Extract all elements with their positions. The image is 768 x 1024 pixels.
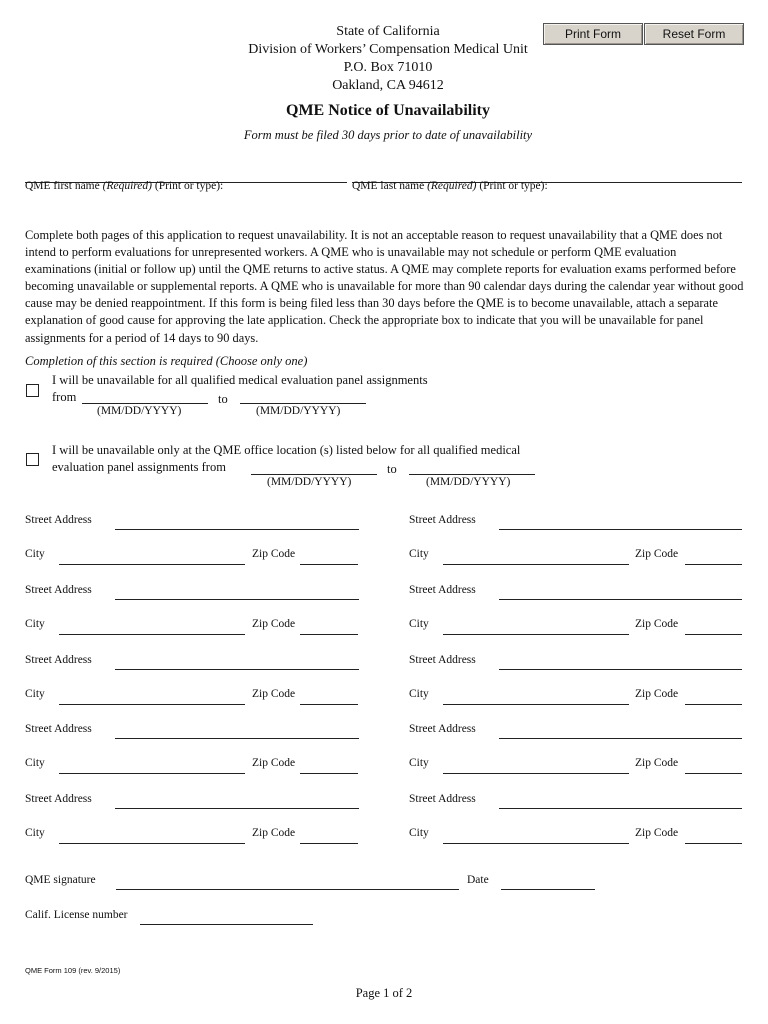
street-address-label: Street Address <box>25 654 92 666</box>
street-address-label: Street Address <box>409 793 476 805</box>
zip-code-label: Zip Code <box>635 618 679 630</box>
header-po-box: P.O. Box 71010 <box>343 60 433 75</box>
zip-code-field-right-4[interactable] <box>685 773 742 774</box>
zip-code-field-right-2[interactable] <box>685 634 742 635</box>
form-title: QME Notice of Unavailability <box>286 102 490 119</box>
street-address-field-left-3[interactable] <box>115 669 359 670</box>
city-field-left-1[interactable] <box>59 564 245 565</box>
option2-from-date-field[interactable] <box>251 474 377 475</box>
city-field-right-1[interactable] <box>443 564 629 565</box>
zip-code-label: Zip Code <box>635 757 679 769</box>
city-label: City <box>409 827 429 839</box>
zip-code-field-left-4[interactable] <box>300 773 358 774</box>
reset-form-button[interactable]: Reset Form <box>644 23 744 45</box>
form-id: QME Form 109 (rev. 9/2015) <box>25 966 121 975</box>
option1-from-date-hint: (MM/DD/YYYY) <box>97 405 182 417</box>
street-address-field-right-3[interactable] <box>499 669 742 670</box>
option-all-assignments-checkbox[interactable] <box>26 384 39 397</box>
zip-code-field-left-2[interactable] <box>300 634 358 635</box>
zip-code-field-right-1[interactable] <box>685 564 742 565</box>
header-state: State of California <box>336 24 440 39</box>
city-label: City <box>409 757 429 769</box>
option1-from-date-field[interactable] <box>82 403 208 404</box>
option2-to-label: to <box>387 462 397 476</box>
print-form-button[interactable]: Print Form <box>543 23 643 45</box>
qme-signature-field[interactable] <box>116 889 459 890</box>
option2-to-date-field[interactable] <box>409 474 535 475</box>
street-address-label: Street Address <box>409 654 476 666</box>
city-label: City <box>25 757 45 769</box>
option1-to-date-field[interactable] <box>240 403 366 404</box>
city-label: City <box>409 688 429 700</box>
street-address-label: Street Address <box>409 584 476 596</box>
city-field-right-4[interactable] <box>443 773 629 774</box>
license-number-field[interactable] <box>140 924 313 925</box>
street-address-field-left-4[interactable] <box>115 738 359 739</box>
option1-from-label: from <box>52 390 77 404</box>
zip-code-label: Zip Code <box>252 618 296 630</box>
city-field-left-3[interactable] <box>59 704 245 705</box>
zip-code-label: Zip Code <box>252 688 296 700</box>
city-field-left-4[interactable] <box>59 773 245 774</box>
zip-code-field-left-1[interactable] <box>300 564 358 565</box>
zip-code-label: Zip Code <box>252 827 296 839</box>
zip-code-field-left-3[interactable] <box>300 704 358 705</box>
zip-code-label: Zip Code <box>252 548 296 560</box>
street-address-label: Street Address <box>409 723 476 735</box>
zip-code-field-right-3[interactable] <box>685 704 742 705</box>
city-field-right-5[interactable] <box>443 843 629 844</box>
header-division: Division of Workers’ Compensation Medical Unit <box>248 42 528 57</box>
zip-code-field-right-5[interactable] <box>685 843 742 844</box>
city-field-left-2[interactable] <box>59 634 245 635</box>
city-label: City <box>25 827 45 839</box>
option1-to-label: to <box>218 392 228 406</box>
zip-code-field-left-5[interactable] <box>300 843 358 844</box>
option-office-locations-checkbox[interactable] <box>26 453 39 466</box>
street-address-label: Street Address <box>25 793 92 805</box>
street-address-label: Street Address <box>25 723 92 735</box>
street-address-field-right-4[interactable] <box>499 738 742 739</box>
street-address-field-right-5[interactable] <box>499 808 742 809</box>
city-field-left-5[interactable] <box>59 843 245 844</box>
option1-text: I will be unavailable for all qualified medical evaluation panel assignments <box>52 373 428 387</box>
instructions-paragraph: Complete both pages of this application to request unavailability. It is not an acceptable reason to request unavailability that a QME does not intend to perform evaluations for unrepresented workers. A QME who is unavailable may not schedule or perform QME evaluation examinations (initial or follow up) until the QME returns to active status. A QME may complete reports for evaluation exams performed before becoming unavailable or supplemental reports. A QME who is unavailable for more than 90 calendar days during the calendar year without good cause may be denied reappointment. If this form is being filed less than 30 days before the QME is to become unavailable, attach a separate explanation of good cause for approving the late application. Check the appropriate box to indicate that you will be unavailable for panel assignments for a period of 14 days to 90 days. <box>25 228 744 345</box>
street-address-label: Street Address <box>25 584 92 596</box>
page-number: Page 1 of 2 <box>355 986 413 1000</box>
option1-to-date-hint: (MM/DD/YYYY) <box>256 405 341 417</box>
street-address-field-left-1[interactable] <box>115 529 359 530</box>
signature-date-field[interactable] <box>501 889 595 890</box>
last-name-label: QME last name (Required) (Print or type): <box>352 180 548 192</box>
city-field-right-2[interactable] <box>443 634 629 635</box>
date-label: Date <box>467 874 489 886</box>
zip-code-label: Zip Code <box>635 548 679 560</box>
city-label: City <box>25 688 45 700</box>
qme-signature-label: QME signature <box>25 874 96 886</box>
street-address-field-left-2[interactable] <box>115 599 359 600</box>
option2-text-line1: I will be unavailable only at the QME office location (s) listed below for all qualified medical <box>52 443 521 457</box>
header-city: Oakland, CA 94612 <box>332 78 444 93</box>
city-field-right-3[interactable] <box>443 704 629 705</box>
option2-text-line2: evaluation panel assignments from <box>52 460 226 474</box>
first-name-label: QME first name (Required) (Print or type): <box>25 180 224 192</box>
city-label: City <box>409 548 429 560</box>
form-subtitle: Form must be filed 30 days prior to date of unavailability <box>243 128 533 142</box>
zip-code-label: Zip Code <box>635 827 679 839</box>
section-note: Completion of this section is required (Choose only one) <box>25 354 308 368</box>
option2-from-date-hint: (MM/DD/YYYY) <box>267 476 352 488</box>
license-number-label: Calif. License number <box>25 909 128 921</box>
city-label: City <box>25 618 45 630</box>
street-address-field-right-1[interactable] <box>499 529 742 530</box>
zip-code-label: Zip Code <box>635 688 679 700</box>
zip-code-label: Zip Code <box>252 757 296 769</box>
option2-to-date-hint: (MM/DD/YYYY) <box>426 476 511 488</box>
street-address-field-right-2[interactable] <box>499 599 742 600</box>
street-address-label: Street Address <box>25 514 92 526</box>
street-address-label: Street Address <box>409 514 476 526</box>
city-label: City <box>409 618 429 630</box>
street-address-field-left-5[interactable] <box>115 808 359 809</box>
city-label: City <box>25 548 45 560</box>
